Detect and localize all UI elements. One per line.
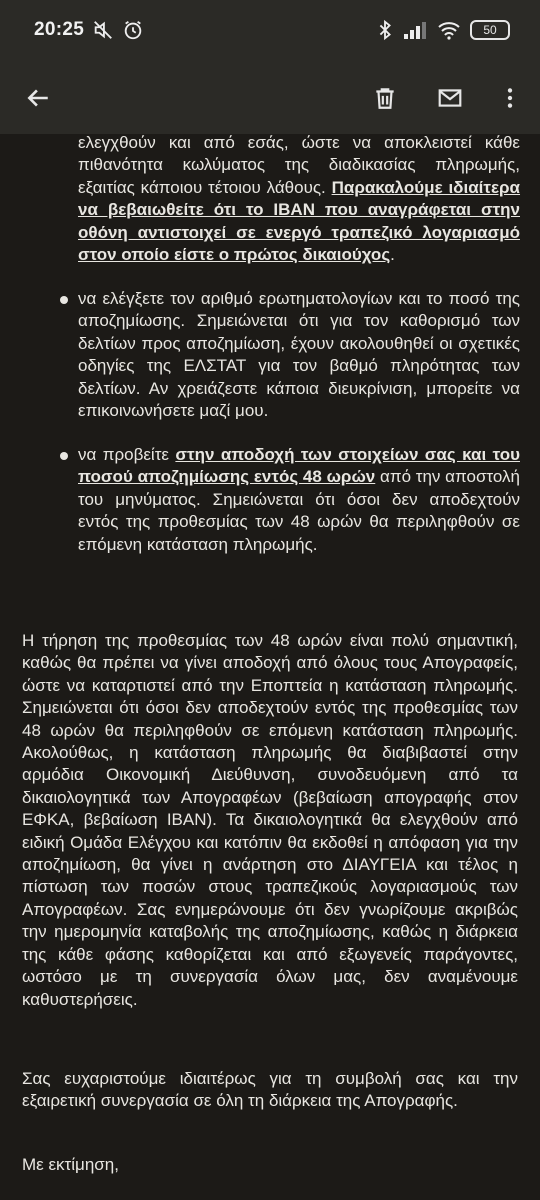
bullet-dot — [60, 452, 68, 460]
battery-icon: 50 — [470, 20, 510, 40]
trash-icon — [372, 85, 398, 111]
wifi-icon — [437, 20, 461, 40]
bluetooth-icon — [377, 19, 393, 41]
back-button[interactable] — [16, 76, 60, 120]
mute-icon — [92, 19, 114, 41]
paragraph-thanks: Σας ευχαριστούμε ιδιαιτέρως για τη συμβολή σας και την εξαιρετική συνεργασία σε όλη τη διάρκεια της Απογραφής. — [22, 1069, 518, 1111]
bullet2-text: να ελέγξετε τον αριθμό ερωτηματολογίων και το ποσό της αποζημίωσης. Σημειώνεται ότι για τον καθορισμό των δελτίων προς αποζημίωση, έχουν ακολουθηθεί οι σχετικές οδηγίες της ΕΛΣΤΑΤ για τον βαθμό πληρότητας των δελτίων. Αν χρειάζεστε κάποια διευκρίνιση, μπορείτε να επικοινωνήσετε μαζί μου. — [78, 289, 520, 421]
back-arrow-icon — [25, 85, 51, 111]
more-options-button[interactable] — [488, 76, 532, 120]
alarm-icon — [122, 19, 144, 41]
mark-unread-button[interactable] — [428, 76, 472, 120]
list-item — [78, 134, 520, 266]
delete-button[interactable] — [363, 76, 407, 120]
status-right-icons — [377, 19, 510, 41]
status-bar — [0, 0, 540, 62]
bullet3-post: από την αποστολή του μηνύματος. Σημειώνεται ότι όσοι δεν αποδεχτούν εντός της προθεσμίας των 48 ωρών θα περιληφθούν σε επόμενη κατάσταση πληρωμής. — [78, 467, 520, 554]
closing-line: Με εκτίμηση, — [22, 1155, 119, 1174]
acceptance-notice: στην αποδοχή των στοιχείων σας και του ποσού αποζημίωσης εντός 48 ωρών — [78, 445, 520, 487]
bullet1-text: ελεγχθούν και από εσάς, ώστε να αποκλειστεί κάθε πιθανότητα κωλύματος της διαδικασίας πληρωμής, εξαιτίας κάποιου τέτοιου λάθους. — [78, 134, 520, 197]
status-left-icons — [92, 19, 144, 41]
list-item — [78, 288, 520, 422]
email-body[interactable] — [0, 134, 540, 1200]
bullet-dot — [60, 296, 68, 304]
status-time: 20:25 — [34, 19, 85, 40]
email-toolbar — [0, 62, 540, 134]
paragraph-deadline: Η τήρηση της προθεσμίας των 48 ωρών είναι πολύ σημαντική, καθώς θα πρέπει να γίνει αποδοχή από όλους τους Απογραφείς, ώστε να καταρτιστεί από την Εποπτεία η κατάσταση πληρωμής. Σημειώνεται ότι όσοι δεν αποδεχτούν εντός της προθεσμίας των 48 ωρών θα περιληφθούν σε επόμενη κατάσταση πληρωμής. Ακολούθως, η κατάσταση πληρωμής θα διαβιβαστεί στην αρμόδια Οικονομική Διεύθυνση, συνοδευόμενη από τα δικαιολογητικά των Απογραφέων (βεβαίωση απογραφής στον ΕΦΚΑ, βεβαίωση IBAN). Τα δικαιολογητικά θα ελεγχθούν από ειδική Ομάδα Ελέγχου και κατόπιν θα εκδοθεί η απόφαση για την αποζημίωση, θα γίνει η ανάρτηση στο ΔΙΑΥΓΕΙΑ και τέλος η πίστωση των ποσών στους τραπεζικούς λογαριασμούς των Απογραφέων. Σας ενημερώνουμε ότι δεν γνωρίζουμε ακριβώς την ημερομηνία καταβολής της αποζημίωσης, καθώς η διάρκεια της κάθε φάσης καθορίζεται και από εξωγενείς παράγοντες, ωστόσο με τη συνεργασία όλων μας, δεν αναμένουμε καθυστερήσεις. — [22, 631, 518, 1009]
bullet1-end: . — [390, 245, 395, 265]
mail-icon — [436, 85, 464, 111]
list-item — [78, 444, 520, 556]
iban-notice: Παρακαλούμε ιδιαίτερα να βεβαιωθείτε ότι το IBAN που αναγράφεται στην οθόνη αντιστοιχεί σε ενεργό τραπεζικό λογαριασμό στον οποίο είστε ο πρώτος δικαιούχος — [78, 177, 521, 265]
signal-icon — [402, 20, 428, 40]
more-vert-icon — [497, 85, 523, 111]
bullet3-pre: να προβείτε — [78, 445, 176, 464]
